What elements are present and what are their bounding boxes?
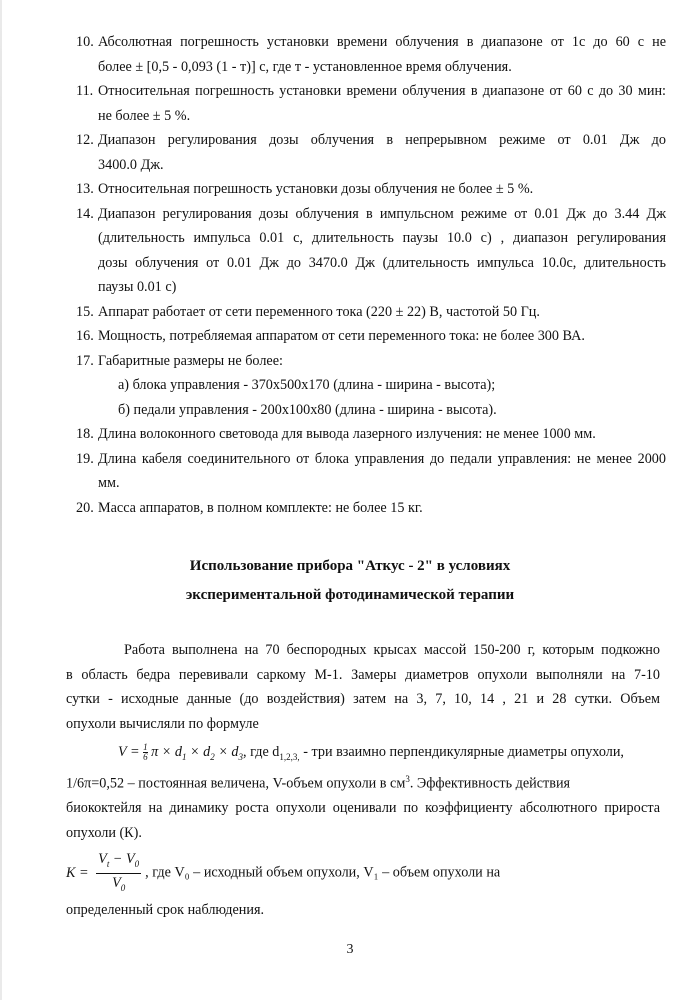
spec-item-line: Аппарат работает от сети переменного тока (220 ± 22) В, частотой 50 Гц. xyxy=(98,303,540,320)
body-line: опухоли вычисляли по формуле xyxy=(66,715,259,732)
spec-item-text xyxy=(98,177,666,202)
spec-item-text xyxy=(98,349,666,423)
spec-item-line: мм. xyxy=(98,475,120,491)
spec-item-text xyxy=(98,422,666,447)
spec-item-line: Диапазон регулирования дозы облучения в импульсном режиме от 0.01 Дж до 3.44 Дж xyxy=(98,205,666,222)
spec-item-text xyxy=(98,496,666,521)
growth-formula-line xyxy=(66,850,660,897)
spec-item-number: 17. xyxy=(76,352,94,369)
spec-item xyxy=(76,422,666,447)
spec-item-text xyxy=(98,324,666,349)
spec-item-line: Мощность, потребляемая аппаратом от сети переменного тока: не более 300 ВА. xyxy=(98,328,585,344)
spec-item-line: 3400.0 Дж. xyxy=(98,156,164,173)
body-line: сутки - исходные данные (до воздействия) затем на 3, 7, 10, 14 , 21 и 28 сутки. Объем xyxy=(66,691,660,707)
spec-item-line: (длительность импульса 0.01 с, длительность паузы 10.0 с) , диапазон регулирования xyxy=(98,230,666,246)
spec-item-text xyxy=(98,300,666,325)
spec-item-line: Абсолютная погрешность установки времени облучения в диапазоне от 1с до 60 с не xyxy=(98,34,666,50)
spec-item-text xyxy=(98,30,666,79)
body-line: Работа выполнена на 70 беспородных крысах массой 150-200 г, которым подкожно xyxy=(124,642,660,658)
spec-item-number: 15. xyxy=(76,303,94,320)
spec-item-number: 10. xyxy=(76,34,94,50)
body-line: 1/6π=0,52 – постоянная величена, V-объем опухоли в $см^3$. Эффективность действия xyxy=(66,774,571,792)
formula-text: , где d xyxy=(243,744,280,760)
spec-item-line: Длина волоконного световода для вывода лазерного излучения: не менее 1000 мм. xyxy=(98,426,596,442)
body-paragraph-3 xyxy=(66,898,660,923)
spec-item-line: паузы 0.01 с) xyxy=(98,279,177,295)
spec-item-number: 14. xyxy=(76,205,94,222)
spec-item-text xyxy=(98,128,666,177)
spec-item-line: Диапазон регулирования дозы облучения в непрерывном режиме от 0.01 Дж до xyxy=(98,132,666,148)
spec-item-number: 20. xyxy=(76,499,94,516)
spec-item xyxy=(76,202,666,300)
spec-item-line: Габаритные размеры не более: xyxy=(98,352,283,369)
spec-item xyxy=(76,496,666,521)
spec-item-number: 19. xyxy=(76,450,94,467)
spec-sub-item: б) педали управления - 200х100х80 (длина - ширина - высота). xyxy=(118,401,497,418)
section-heading-line-1: Использование прибора "Аткус - 2" в условиях xyxy=(189,558,511,574)
formula-description: , где V₀ – исходный объем опухоли, V₁ – объем опухоли на xyxy=(145,864,501,881)
spec-item-number: 18. xyxy=(76,426,94,442)
body-paragraph-2 xyxy=(66,767,660,845)
spec-item-line: Относительная погрешность установки времени облучения в диапазоне от 60 с до 30 мин: xyxy=(98,83,666,99)
spec-sub-item: а) блока управления - 370х500х170 (длина - ширина - высота); xyxy=(118,377,496,393)
body-line: биококтейля на динамику роста опухоли оценивали по коэффициенту абсолютного прироста xyxy=(66,800,660,817)
volume-formula-line xyxy=(66,740,660,769)
spec-item-number: 13. xyxy=(76,181,94,197)
scan-edge xyxy=(0,0,2,1000)
spec-item-line: дозы облучения от 0.01 Дж до 3470.0 Дж (длительность импульса 10.0с, длительность xyxy=(98,254,666,271)
spec-item xyxy=(76,324,666,349)
spec-item-line: Масса аппаратов, в полном комплекте: не более 15 кг. xyxy=(98,499,423,516)
growth-formula: K = $\frac{V_t - V_0}{V_0}$ xyxy=(66,851,140,893)
spec-item-line: более ± [0,5 - 0,093 (1 - т)] с, где т - установленное время облучения. xyxy=(98,58,512,75)
body-line: определенный срок наблюдения. xyxy=(66,902,265,918)
section-heading-line-2: экспериментальной фотодинамической терапии xyxy=(185,587,515,603)
formula-description: - три взаимно перпендикулярные диаметры опухоли, xyxy=(299,744,624,760)
spec-item xyxy=(76,30,666,79)
spec-item-text xyxy=(98,79,666,128)
spec-item-line: Длина кабеля соединительного от блока управления до педали управления: не менее 2000 xyxy=(98,450,666,467)
body-line: опухоли (К). xyxy=(66,824,142,841)
volume-formula: V = $\frac{1}{6}$ $\pi \times d_1 \times d_2 \times d_3$ xyxy=(118,742,244,763)
page-number: 3 xyxy=(346,942,354,957)
spec-item-text xyxy=(98,202,666,300)
spec-item-number: 16. xyxy=(76,328,94,344)
spec-item-number: 12. xyxy=(76,132,94,148)
spec-item-line: Относительная погрешность установки дозы облучения не более ± 5 %. xyxy=(98,181,534,197)
body-paragraph-1 xyxy=(66,638,660,736)
spec-item xyxy=(76,300,666,325)
spec-item-text xyxy=(98,447,666,496)
spec-item-line: не более ± 5 %. xyxy=(98,107,191,124)
spec-item xyxy=(76,447,666,496)
spec-item xyxy=(76,79,666,128)
spec-item xyxy=(76,128,666,177)
spec-item xyxy=(76,349,666,423)
spec-item xyxy=(76,177,666,202)
body-line: в область бедра перевивали саркому М-1. Замеры диаметров опухоли выполняли на 7-10 xyxy=(66,666,660,683)
spec-item-number: 11. xyxy=(76,83,94,99)
formula-subscript: 1,2,3, xyxy=(279,751,300,762)
specification-list xyxy=(76,30,666,520)
